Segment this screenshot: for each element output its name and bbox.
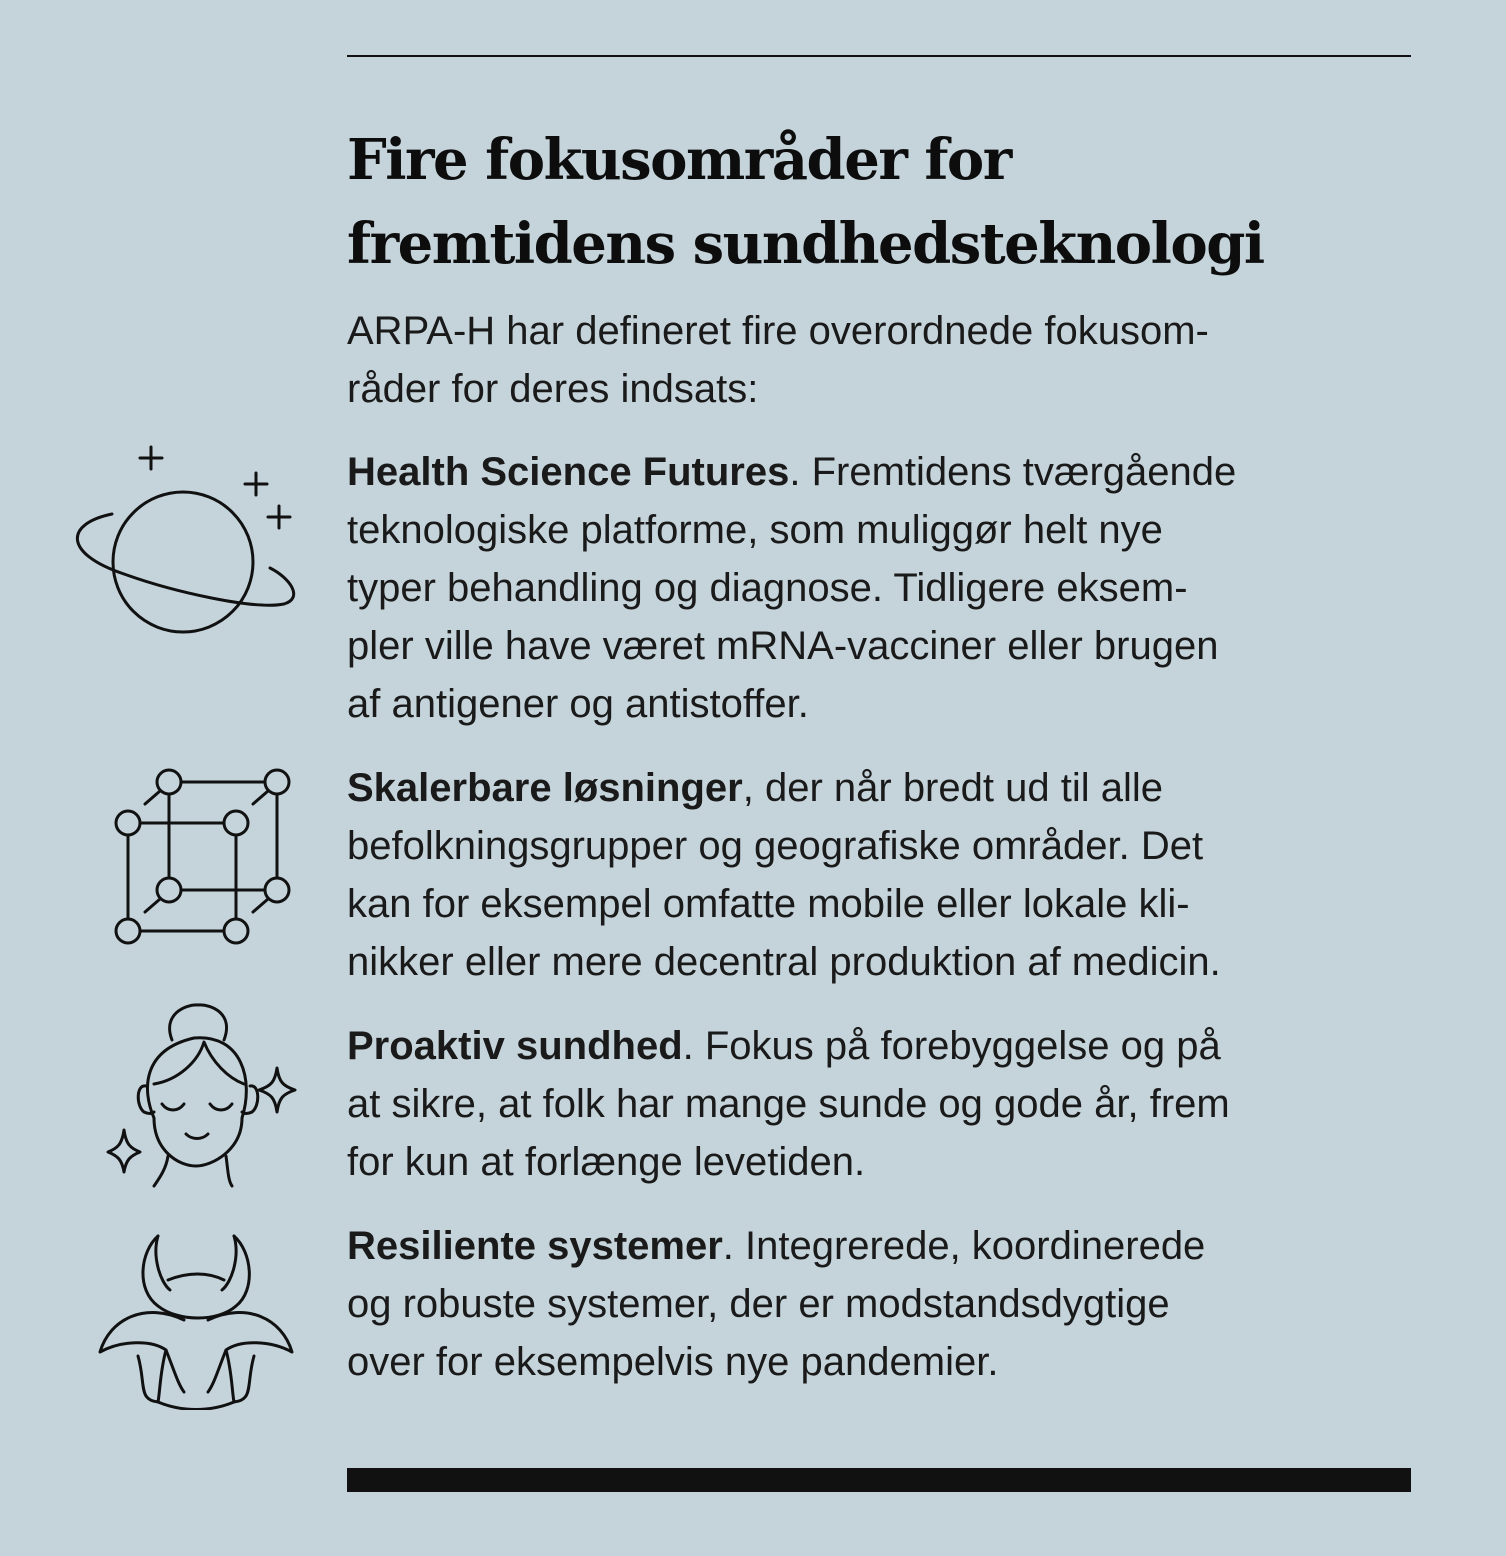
item-4-heading: Resiliente systemer: [347, 1224, 723, 1268]
item-4-line-2: og robuste systemer, der er modstandsdygtige: [347, 1282, 1170, 1326]
item-2-line-1: [347, 759, 1411, 817]
item-2-line-3: kan for eksempel omfatte mobile eller lokale kli-: [347, 882, 1190, 926]
focus-item-resiliente-systemer: [347, 1217, 1411, 1391]
item-1-line-1-rest: . Fremtidens tværgående: [789, 450, 1237, 494]
planet-icon: [64, 438, 296, 638]
item-3-heading: Proaktiv sundhed: [347, 1024, 683, 1068]
item-1-line-3: typer behandling og diagnose. Tidligere eksem-: [347, 566, 1188, 610]
page-title: [347, 118, 1447, 286]
item-1-line-2: teknologiske platforme, som muliggør helt nye: [347, 508, 1163, 552]
focus-item-skalerbare-losninger: [347, 759, 1411, 991]
item-3-line-1: [347, 1017, 1411, 1075]
bottom-rule: [347, 1468, 1411, 1492]
intro-paragraph: [347, 302, 1411, 418]
item-2-heading: Skalerbare løsninger: [347, 766, 743, 810]
top-rule: [347, 55, 1411, 57]
focus-item-proaktiv-sundhed: [347, 1017, 1411, 1191]
item-1-line-4: pler ville have været mRNA-vacciner eller brugen: [347, 624, 1219, 668]
item-2-line-1-rest: , der når bredt ud til alle: [742, 766, 1163, 810]
title-line-1: Fire fokusområder for: [347, 127, 1011, 193]
item-1-line-5: af antigener og antistoffer.: [347, 682, 809, 726]
item-2-line-2: befolkningsgrupper og geografiske områder. Det: [347, 824, 1204, 868]
face-sparkle-icon: [102, 1000, 302, 1195]
intro-line-2: råder for deres indsats:: [347, 367, 759, 411]
title-line-2: fremtidens sundhedsteknologi: [347, 211, 1264, 277]
network-cube-icon: [110, 764, 300, 949]
item-2-line-4: nikker eller mere decentral produktion af medicin.: [347, 940, 1221, 984]
focus-item-health-science-futures: [347, 443, 1411, 733]
item-4-line-1: [347, 1217, 1411, 1275]
item-4-line-1-rest: . Integrerede, koordinerede: [722, 1224, 1206, 1268]
item-1-line-1: [347, 443, 1411, 501]
item-1-heading: Health Science Futures: [347, 450, 790, 494]
intro-line-1: ARPA-H har defineret fire overordnede fokusom-: [347, 309, 1209, 353]
item-3-line-3: for kun at forlænge levetiden.: [347, 1140, 866, 1184]
biohazard-icon: [98, 1232, 294, 1410]
item-3-line-1-rest: . Fokus på forebyggelse og på: [682, 1024, 1221, 1068]
item-3-line-2: at sikre, at folk har mange sunde og gode år, frem: [347, 1082, 1230, 1126]
item-4-line-3: over for eksempelvis nye pandemier.: [347, 1340, 999, 1384]
